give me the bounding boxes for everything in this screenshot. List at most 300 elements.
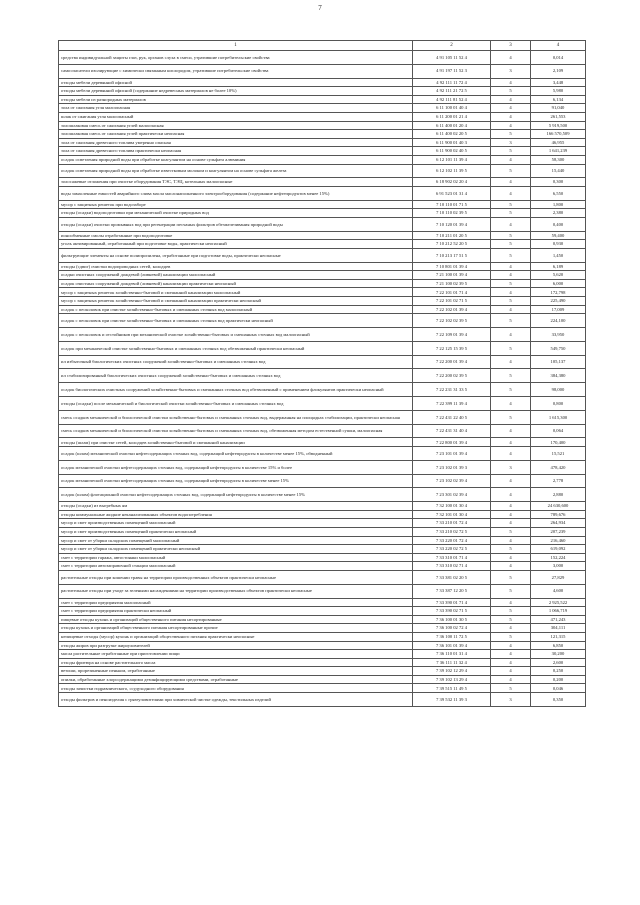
mass-cell: 46,955 xyxy=(531,138,586,147)
table-row xyxy=(59,545,586,554)
waste-name-cell: смет с территории гаража, автостоянки малоопасный xyxy=(59,553,413,562)
waste-name-cell: мусор и смет от уборки складских помещений малоопасный xyxy=(59,536,413,545)
hazard-class-cell: 5 xyxy=(491,527,531,536)
hazard-class-cell: 3 xyxy=(491,693,531,707)
table-row xyxy=(59,314,586,328)
hazard-class-cell: 4 xyxy=(491,675,531,684)
waste-code-cell: 7 33 310 01 71 4 xyxy=(413,553,491,562)
waste-name-cell: мусор с защитных решеток хозяйственно-бытовой и смешанной канализации практически неопасный xyxy=(59,297,413,306)
waste-name-cell: отходы мебели из разнородных материалов xyxy=(59,95,413,104)
waste-name-cell: осадок осветления природной воды при обработке известковым молоком и коагулянтом на основе сульфата железа xyxy=(59,164,413,178)
hazard-class-cell: 5 xyxy=(491,279,531,288)
mass-cell: 0,800 xyxy=(531,397,586,411)
table-row xyxy=(59,410,586,424)
table-row xyxy=(59,178,586,187)
mass-cell: 24 630,600 xyxy=(531,502,586,511)
hazard-class-cell: 3 xyxy=(491,138,531,147)
waste-name-cell: осадок с песколовок при очистке хозяйственно-бытовых и смешанных сточных вод малоопасный xyxy=(59,305,413,314)
table-row xyxy=(59,438,586,447)
waste-name-cell: отходы (осадки) после механической и биологической очистки хозяйственно-бытовых и смешанных сточных вод xyxy=(59,397,413,411)
mass-cell: 384,380 xyxy=(531,369,586,383)
hazard-class-cell: 4 xyxy=(491,624,531,633)
mass-cell: 0,200 xyxy=(531,675,586,684)
waste-name-cell: смет с территории предприятия практически неопасный xyxy=(59,607,413,616)
table-row xyxy=(59,667,586,676)
table-row xyxy=(59,121,586,130)
mass-cell: 170,400 xyxy=(531,438,586,447)
hazard-class-cell: 5 xyxy=(491,584,531,598)
header-cell: 2 xyxy=(413,41,491,51)
hazard-class-cell: 4 xyxy=(491,667,531,676)
waste-name-cell: отходы фритюра на основе растительного масла xyxy=(59,658,413,667)
waste-name-cell: отходы (осадки) из выгребных ям xyxy=(59,502,413,511)
hazard-class-cell: 5 xyxy=(491,164,531,178)
table-row xyxy=(59,641,586,650)
hazard-class-cell: 4 xyxy=(491,262,531,271)
waste-code-cell: 7 23 301 02 39 4 xyxy=(413,488,491,502)
waste-code-cell: 7 23 102 01 39 3 xyxy=(413,460,491,474)
table-row xyxy=(59,64,586,78)
header-cell: 1 xyxy=(59,41,413,51)
waste-code-cell: 6 12 101 11 39 4 xyxy=(413,155,491,164)
waste-name-cell: зола от сжигания древесного топлива практически неопасная xyxy=(59,147,413,156)
hazard-class-cell: 5 xyxy=(491,209,531,218)
waste-code-cell: 7 10 110 01 71 5 xyxy=(413,200,491,209)
table-row xyxy=(59,624,586,633)
mass-cell: 261,553 xyxy=(531,112,586,121)
hazard-class-cell: 5 xyxy=(491,383,531,397)
mass-cell: 17,009 xyxy=(531,305,586,314)
mass-cell: 0,300 xyxy=(531,178,586,187)
hazard-class-cell: 5 xyxy=(491,248,531,262)
waste-code-cell: 7 22 101 01 71 4 xyxy=(413,288,491,297)
hazard-class-cell: 4 xyxy=(491,438,531,447)
hazard-class-cell: 5 xyxy=(491,369,531,383)
waste-name-cell: осадок при механической очистке хозяйственно-бытовых и смешанных сточных вод обезвоженный практически неопасный xyxy=(59,341,413,355)
hazard-class-cell: 5 xyxy=(491,615,531,624)
mass-cell: 3,000 xyxy=(531,562,586,571)
mass-cell: 33,950 xyxy=(531,328,586,342)
waste-name-cell: осадок механической очистки нефтесодержащих сточных вод, содержащий нефтепродукты в количестве 15% и более xyxy=(59,460,413,474)
waste-name-cell: отходы мебели деревянной офисной xyxy=(59,78,413,87)
hazard-class-cell: 4 xyxy=(491,562,531,571)
table-row xyxy=(59,693,586,707)
hazard-class-cell: 5 xyxy=(491,130,531,139)
table-row xyxy=(59,164,586,178)
mass-cell: 0,350 xyxy=(531,693,586,707)
waste-name-cell: осадок осветления природной воды при обработке коагулянтом на основе сульфата алюминия xyxy=(59,155,413,164)
hazard-class-cell: 4 xyxy=(491,51,531,65)
table-row xyxy=(59,112,586,121)
hazard-class-cell: 5 xyxy=(491,87,531,96)
hazard-class-cell: 5 xyxy=(491,341,531,355)
page-number: 7 xyxy=(318,4,322,12)
waste-name-cell: осадок механической очистки нефтесодержащих сточных вод, содержащий нефтепродукты в количестве менее 15% xyxy=(59,474,413,488)
waste-code-cell: 6 12 102 11 39 5 xyxy=(413,164,491,178)
mass-cell: 5,980 xyxy=(531,87,586,96)
waste-name-cell: отходы кухонь и организаций общественного питания несортированные прочие xyxy=(59,624,413,633)
mass-cell: 5,620 xyxy=(531,271,586,280)
waste-code-cell: 6 11 100 01 40 4 xyxy=(413,104,491,113)
mass-cell: 224,100 xyxy=(531,314,586,328)
table-row xyxy=(59,217,586,231)
waste-name-cell: золошлаковая смесь от сжигания углей малоопасная xyxy=(59,121,413,130)
hazard-class-cell: 4 xyxy=(491,305,531,314)
table-row xyxy=(59,231,586,240)
table-row xyxy=(59,553,586,562)
waste-name-cell: масла растительные отработанные при приготовлении пищи xyxy=(59,650,413,659)
table-row xyxy=(59,369,586,383)
hazard-class-cell: 4 xyxy=(491,553,531,562)
hazard-class-cell: 5 xyxy=(491,240,531,249)
waste-code-cell: 7 23 101 01 39 4 xyxy=(413,447,491,461)
waste-name-cell: ветоши, прорезиненные пеньком, отработанные xyxy=(59,667,413,676)
mass-cell: 15,521 xyxy=(531,447,586,461)
mass-cell: 549,750 xyxy=(531,341,586,355)
waste-code-cell: 7 33 387 12 20 5 xyxy=(413,584,491,598)
table-row xyxy=(59,262,586,271)
waste-code-cell: 7 36 101 01 39 4 xyxy=(413,641,491,650)
waste-name-cell: средства индивидуальной защиты глаз, рук, органов слуха в смеси, утратившие потребительские свойства xyxy=(59,51,413,65)
waste-name-cell: осадок очистных сооружений дождевой (ливневой) канализации практически неопасный xyxy=(59,279,413,288)
mass-cell: 58,300 xyxy=(531,155,586,164)
waste-code-cell: 7 33 210 02 72 5 xyxy=(413,527,491,536)
mass-cell: 121,315 xyxy=(531,632,586,641)
waste-code-cell: 7 10 801 01 39 4 xyxy=(413,262,491,271)
waste-code-cell: 7 33 210 01 72 4 xyxy=(413,519,491,528)
hazard-class-cell: 5 xyxy=(491,607,531,616)
hazard-class-cell: 3 xyxy=(491,64,531,78)
table-row xyxy=(59,248,586,262)
waste-code-cell: 7 22 431 31 40 4 xyxy=(413,424,491,438)
waste-name-cell: отходы (осадки) водоподготовки при механической очистке природных вод xyxy=(59,209,413,218)
mass-cell: 105,137 xyxy=(531,355,586,369)
waste-code-cell: 6 18 902 02 20 4 xyxy=(413,178,491,187)
hazard-class-cell: 4 xyxy=(491,397,531,411)
hazard-class-cell: 4 xyxy=(491,424,531,438)
mass-cell: 98,000 xyxy=(531,383,586,397)
hazard-class-cell: 5 xyxy=(491,231,531,240)
waste-name-cell: отходы фильтров и пеноизделия с грязеуловителями при химической чистке одежды, текстильных изделий xyxy=(59,693,413,707)
table-row xyxy=(59,584,586,598)
waste-code-cell: 7 39 532 11 39 3 xyxy=(413,693,491,707)
waste-name-cell: осадки очистных сооружений дождевой (ливневой) канализации малоопасный xyxy=(59,271,413,280)
waste-code-cell: 7 33 220 02 72 5 xyxy=(413,545,491,554)
waste-name-cell: растительные отходы при уходе за зелеными насаждениями на территории производственных объектов практически неопасные xyxy=(59,584,413,598)
mass-cell: 216,460 xyxy=(531,536,586,545)
mass-cell: 478,420 xyxy=(531,460,586,474)
mass-cell: 264,934 xyxy=(531,519,586,528)
table-row xyxy=(59,570,586,584)
table-row xyxy=(59,397,586,411)
table-row xyxy=(59,95,586,104)
table-row xyxy=(59,675,586,684)
waste-code-cell: 7 22 800 01 39 4 xyxy=(413,438,491,447)
mass-cell: 166 570,509 xyxy=(531,130,586,139)
hazard-class-cell: 5 xyxy=(491,147,531,156)
waste-code-cell: 7 36 110 01 31 4 xyxy=(413,650,491,659)
table-row xyxy=(59,78,586,87)
hazard-class-cell: 4 xyxy=(491,328,531,342)
mass-cell: 6,000 xyxy=(531,279,586,288)
waste-table xyxy=(58,40,586,707)
waste-code-cell: 7 10 120 01 39 4 xyxy=(413,217,491,231)
waste-code-cell: 7 22 200 01 39 4 xyxy=(413,355,491,369)
waste-name-cell: опилки, обработанные хлорсодержащими дезинфицирующими средствами, отработанные xyxy=(59,675,413,684)
table-row xyxy=(59,424,586,438)
waste-code-cell: 6 11 400 01 20 4 xyxy=(413,121,491,130)
hazard-class-cell: 4 xyxy=(491,112,531,121)
waste-name-cell: мусор и смет от уборки складских помещений практически неопасный xyxy=(59,545,413,554)
mass-cell: 2,778 xyxy=(531,474,586,488)
mass-cell: 2,380 xyxy=(531,209,586,218)
mass-cell: 91,040 xyxy=(531,104,586,113)
mass-cell: 0,046 xyxy=(531,684,586,693)
waste-name-cell: осадок (шлам) механической очистки нефтесодержащих сточных вод, содержащий нефтепродукты в количестве менее 15%, обводненный xyxy=(59,447,413,461)
table-row xyxy=(59,288,586,297)
waste-name-cell: воды замасленные емкостей аварийного слива масла маслонаполненного электрооборудования (содержание нефтепродуктов менее 15%) xyxy=(59,186,413,200)
mass-cell: 1,450 xyxy=(531,248,586,262)
table-row xyxy=(59,658,586,667)
hazard-class-cell: 4 xyxy=(491,104,531,113)
waste-name-cell: уголь активированный, отработанный при подготовке воды, практически неопасный xyxy=(59,240,413,249)
waste-name-cell: непищевые отходы (мусор) кухонь и организаций общественного питания практически неопасные xyxy=(59,632,413,641)
hazard-class-cell: 4 xyxy=(491,650,531,659)
mass-cell: 0,064 xyxy=(531,424,586,438)
waste-code-cell: 4 92 111 81 52 4 xyxy=(413,95,491,104)
hazard-class-cell: 4 xyxy=(491,121,531,130)
waste-name-cell: осадок биологических очистных сооружений хозяйственно-бытовых и смешанных сточных вод обезвоженный с применением флокулянтов практически неопасный xyxy=(59,383,413,397)
waste-name-cell: смет с территории предприятия малоопасный xyxy=(59,598,413,607)
table-row xyxy=(59,383,586,397)
waste-code-cell: 7 33 310 02 71 4 xyxy=(413,562,491,571)
waste-code-cell: 7 39 102 12 29 4 xyxy=(413,667,491,676)
waste-code-cell: 7 10 211 01 20 5 xyxy=(413,231,491,240)
waste-code-cell: 7 33 390 02 71 5 xyxy=(413,607,491,616)
waste-code-cell: 4 92 111 21 72 5 xyxy=(413,87,491,96)
waste-code-cell: 7 39 515 11 49 5 xyxy=(413,684,491,693)
table-row xyxy=(59,104,586,113)
waste-name-cell: шлак от сжигания угля малоопасный xyxy=(59,112,413,121)
waste-name-cell: отходы (сдвиг) очистки водопроводных сетей, колодцев xyxy=(59,262,413,271)
mass-cell: 152,224 xyxy=(531,553,586,562)
mass-cell: 1 615,300 xyxy=(531,410,586,424)
waste-name-cell: смесь осадков механической и биологической очистки хозяйственно-бытовых и смешанных сточных вод, обезвоженная методом естественной сушки, малоопасная xyxy=(59,424,413,438)
waste-code-cell: 7 23 102 02 39 4 xyxy=(413,474,491,488)
waste-code-cell: 7 21 100 02 39 5 xyxy=(413,279,491,288)
hazard-class-cell: 4 xyxy=(491,598,531,607)
hazard-class-cell: 4 xyxy=(491,355,531,369)
mass-cell: 2,109 xyxy=(531,64,586,78)
hazard-class-cell: 4 xyxy=(491,641,531,650)
table-row xyxy=(59,684,586,693)
waste-code-cell: 7 10 213 17 51 5 xyxy=(413,248,491,262)
hazard-class-cell: 5 xyxy=(491,570,531,584)
waste-code-cell: 6 11 400 02 20 5 xyxy=(413,130,491,139)
hazard-class-cell: 4 xyxy=(491,519,531,528)
table-row xyxy=(59,209,586,218)
mass-cell: 0,400 xyxy=(531,217,586,231)
table-row xyxy=(59,632,586,641)
table-row xyxy=(59,536,586,545)
waste-name-cell: мусор и смет производственных помещений практически неопасный xyxy=(59,527,413,536)
waste-code-cell: 7 10 110 02 39 5 xyxy=(413,209,491,218)
waste-name-cell: самоспасатели изолирующие с химически связанным кислородом, утратившие потребительские свойства xyxy=(59,64,413,78)
waste-name-cell: растительные отходы при кошении травы на территории производственных объектов практически неопасные xyxy=(59,570,413,584)
table-row xyxy=(59,607,586,616)
waste-code-cell: 7 22 102 01 39 4 xyxy=(413,305,491,314)
waste-code-cell: 7 22 231 31 33 5 xyxy=(413,383,491,397)
table-row xyxy=(59,519,586,528)
table-row xyxy=(59,598,586,607)
waste-name-cell: мусор с защитных решеток хозяйственно-бытовой и смешанной канализации малоопасный xyxy=(59,288,413,297)
hazard-class-cell: 4 xyxy=(491,186,531,200)
mass-cell: 59,400 xyxy=(531,231,586,240)
mass-cell: 0,014 xyxy=(531,51,586,65)
waste-code-cell: 6 11 900 01 40 3 xyxy=(413,138,491,147)
waste-name-cell: отходы (шлам) при очистке сетей, колодцев хозяйственно-бытовой и смешанной канализации xyxy=(59,438,413,447)
table-row xyxy=(59,510,586,519)
waste-name-cell: отходы коммунальные жидкие неканализованных объектов водопотребления xyxy=(59,510,413,519)
hazard-class-cell: 4 xyxy=(491,95,531,104)
table-row xyxy=(59,650,586,659)
waste-name-cell: мусор и смет производственных помещений малоопасный xyxy=(59,519,413,528)
table-row xyxy=(59,615,586,624)
waste-code-cell: 7 22 399 11 39 4 xyxy=(413,397,491,411)
hazard-class-cell: 4 xyxy=(491,536,531,545)
hazard-class-cell: 4 xyxy=(491,488,531,502)
table-row xyxy=(59,562,586,571)
hazard-class-cell: 5 xyxy=(491,314,531,328)
waste-name-cell: смет с территории автозаправочной станции малоопасный xyxy=(59,562,413,571)
mass-cell: 6,550 xyxy=(531,186,586,200)
mass-cell: 2,600 xyxy=(531,658,586,667)
table-row xyxy=(59,527,586,536)
mass-cell: 6,189 xyxy=(531,262,586,271)
mass-cell: 15,440 xyxy=(531,164,586,178)
mass-cell: 619,092 xyxy=(531,545,586,554)
mass-cell: 304,111 xyxy=(531,624,586,633)
mass-cell: 6,850 xyxy=(531,641,586,650)
waste-code-cell: 6 11 900 02 40 5 xyxy=(413,147,491,156)
waste-code-cell: 7 22 125 15 39 5 xyxy=(413,341,491,355)
mass-cell: 471,243 xyxy=(531,615,586,624)
waste-code-cell: 6 91 523 01 31 4 xyxy=(413,186,491,200)
waste-name-cell: смесь осадков механической и биологической очистки хозяйственно-бытовых и смешанных сточных вод, выдержанная на площадках стабилизации, практически неопасная xyxy=(59,410,413,424)
waste-name-cell: зола от сжигания угля малоопасная xyxy=(59,104,413,113)
waste-code-cell: 7 36 100 11 72 5 xyxy=(413,632,491,641)
waste-code-cell: 4 92 111 11 72 4 xyxy=(413,78,491,87)
mass-cell: 172,798 xyxy=(531,288,586,297)
hazard-class-cell: 5 xyxy=(491,410,531,424)
table-row xyxy=(59,271,586,280)
hazard-class-cell: 4 xyxy=(491,474,531,488)
table-row xyxy=(59,147,586,156)
mass-cell: 30,200 xyxy=(531,650,586,659)
waste-name-cell: фильтрующие элементы на основе полипропилена, отработанные при подготовке воды, практически неопасные xyxy=(59,248,413,262)
waste-code-cell: 7 22 101 02 71 5 xyxy=(413,297,491,306)
waste-name-cell: ил избыточный биологических очистных сооружений хозяйственно-бытовых и смешанных сточных вод xyxy=(59,355,413,369)
table-row xyxy=(59,240,586,249)
table-row xyxy=(59,341,586,355)
waste-name-cell: осадок (шлам) флотационной очистки нефтесодержащих сточных вод, содержащий нефтепродукты в количестве менее 15% xyxy=(59,488,413,502)
table-row xyxy=(59,502,586,511)
hazard-class-cell: 4 xyxy=(491,178,531,187)
waste-code-cell: 6 11 200 01 21 4 xyxy=(413,112,491,121)
hazard-class-cell: 4 xyxy=(491,658,531,667)
hazard-class-cell: 5 xyxy=(491,632,531,641)
hazard-class-cell: 4 xyxy=(491,510,531,519)
mass-cell: 2 925,522 xyxy=(531,598,586,607)
waste-code-cell: 7 33 381 02 20 5 xyxy=(413,570,491,584)
mass-cell: 1 066,719 xyxy=(531,607,586,616)
hazard-class-cell: 4 xyxy=(491,288,531,297)
waste-name-cell: ионообменные смолы отработанные при водоподготовке xyxy=(59,231,413,240)
waste-code-cell: 7 36 100 01 30 5 xyxy=(413,615,491,624)
waste-code-cell: 7 32 101 01 30 4 xyxy=(413,510,491,519)
table-row xyxy=(59,355,586,369)
table-row xyxy=(59,447,586,461)
waste-name-cell: отходы зачистки гидравлического, ссудуходного оборудования xyxy=(59,684,413,693)
waste-code-cell: 7 32 100 01 30 4 xyxy=(413,502,491,511)
waste-code-cell: 7 21 100 01 39 4 xyxy=(413,271,491,280)
waste-name-cell: отходы жиров при разгрузке жироуловителей xyxy=(59,641,413,650)
waste-name-cell: золошлаковая смесь от сжигания углей практически неопасная xyxy=(59,130,413,139)
waste-code-cell: 7 36 111 11 32 4 xyxy=(413,658,491,667)
table-row xyxy=(59,130,586,139)
table-row xyxy=(59,460,586,474)
waste-code-cell: 7 10 212 52 20 5 xyxy=(413,240,491,249)
hazard-class-cell: 5 xyxy=(491,545,531,554)
hazard-class-cell: 4 xyxy=(491,502,531,511)
table-row xyxy=(59,279,586,288)
mass-cell: 225,490 xyxy=(531,297,586,306)
table-row xyxy=(59,51,586,65)
mass-cell: 0,930 xyxy=(531,240,586,249)
hazard-class-cell: 4 xyxy=(491,78,531,87)
table-row xyxy=(59,297,586,306)
mass-cell: 0,250 xyxy=(531,667,586,676)
mass-cell: 789,676 xyxy=(531,510,586,519)
table-row xyxy=(59,305,586,314)
waste-code-cell: 7 22 102 02 39 5 xyxy=(413,314,491,328)
mass-cell: 5 919,500 xyxy=(531,121,586,130)
hazard-class-cell: 5 xyxy=(491,200,531,209)
table-row xyxy=(59,488,586,502)
mass-cell: 1,800 xyxy=(531,200,586,209)
waste-name-cell: ил стабилизированный биологических очистных сооружений хозяйственно-бытовых и смешанных сточных вод xyxy=(59,369,413,383)
hazard-class-cell: 4 xyxy=(491,271,531,280)
mass-cell: 27,829 xyxy=(531,570,586,584)
waste-name-cell: золосажевые отложения при очистке оборудования ТЭС, ТЭЦ, котельных малоопасные xyxy=(59,178,413,187)
mass-cell: 3,448 xyxy=(531,78,586,87)
waste-code-cell: 7 22 109 01 39 4 xyxy=(413,328,491,342)
hazard-class-cell: 4 xyxy=(491,217,531,231)
waste-name-cell: зола от сжигания древесного топлива умеренно опасная xyxy=(59,138,413,147)
table-row xyxy=(59,328,586,342)
table-row xyxy=(59,474,586,488)
table-row xyxy=(59,87,586,96)
table-row xyxy=(59,186,586,200)
waste-code-cell: 7 36 100 02 72 4 xyxy=(413,624,491,633)
hazard-class-cell: 5 xyxy=(491,297,531,306)
mass-cell: 2,880 xyxy=(531,488,586,502)
waste-name-cell: отходы (осадки) очистки промывных вод при регенерации песчаных фильтров обезжелезивания природной воды xyxy=(59,217,413,231)
header-cell: 3 xyxy=(491,41,531,51)
waste-code-cell: 7 22 431 22 40 5 xyxy=(413,410,491,424)
table-row xyxy=(59,200,586,209)
table-row xyxy=(59,155,586,164)
